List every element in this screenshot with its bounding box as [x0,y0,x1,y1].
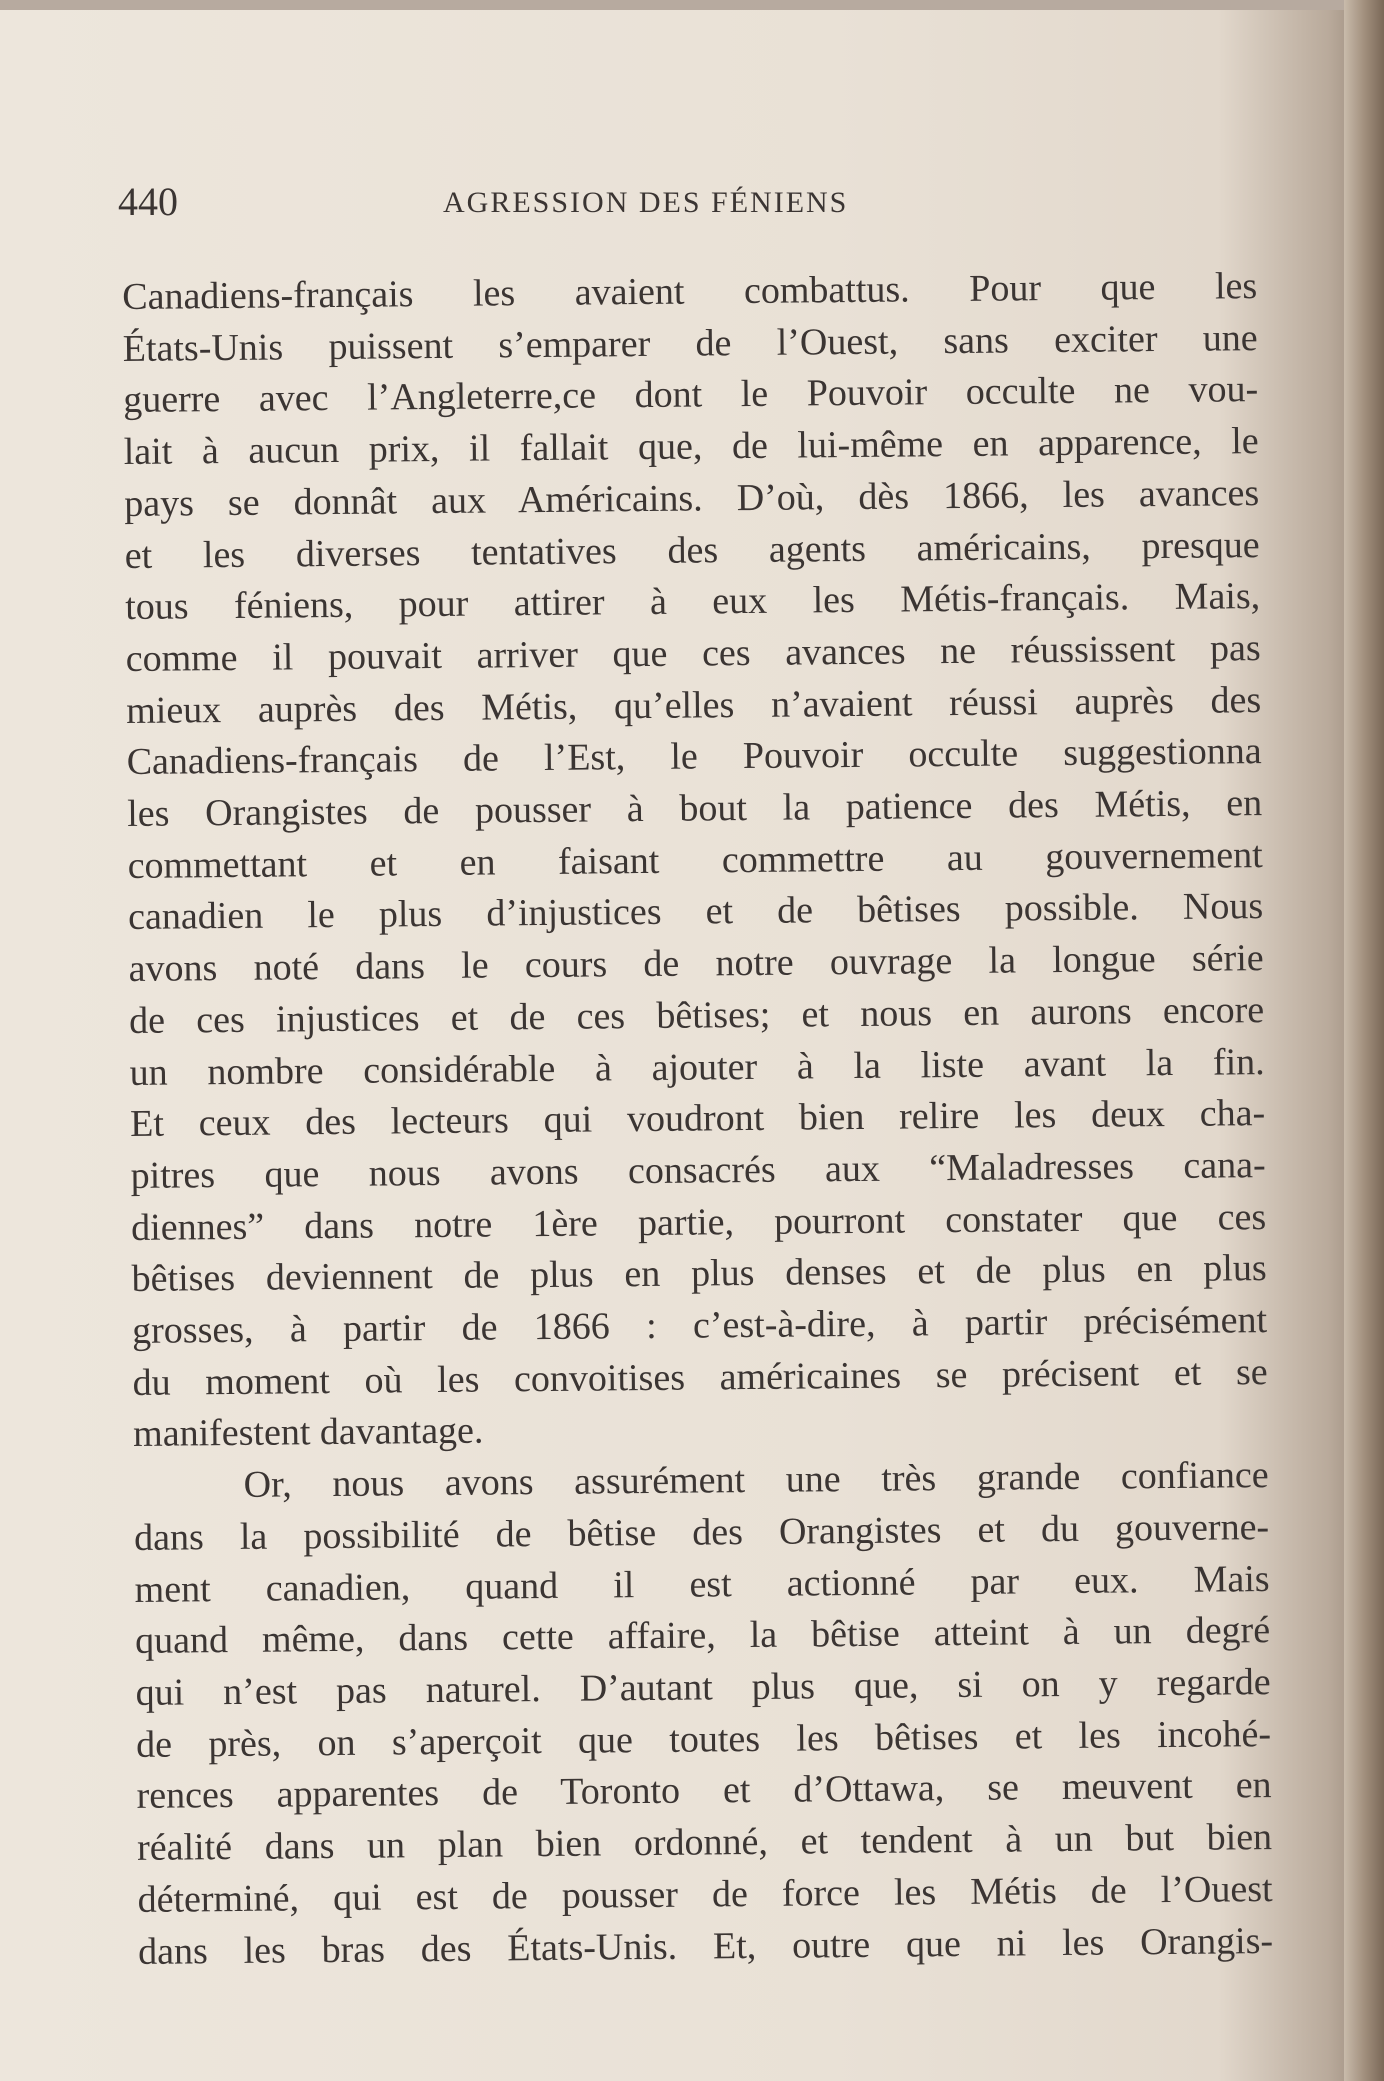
text-line: diennes” dans notre 1ère partie, pourront constater que ces [130,1195,1267,1249]
paragraph-1 [122,261,1268,1461]
text-line: États-Unis puissent s’emparer de l’Ouest, sans exciter une [122,316,1258,370]
text-line: Canadiens-français les avaient combattus. Pour que les [122,265,1258,318]
text-line: manifestent davantage. [132,1410,484,1456]
text-line: Or, nous avons assurément une très grande confiance [243,1454,1269,1507]
text-line: comme il pouvait arriver que ces avances ne réussissent pas [125,627,1261,680]
text-line: bêtises deviennent de plus en plus denses et de plus en plus [131,1247,1267,1301]
page-gutter-shadow [1344,0,1384,2081]
text-line: canadien le plus d’injustices et de bêtises possible. Nous [127,885,1264,939]
text-line: les Orangistes de pousser à bout la patience des Métis, en [127,782,1263,836]
text-line: guerre avec l’Angleterre,ce dont le Pouvoir occulte ne vou- [123,368,1259,422]
text-line: pays se donnât aux Américains. D’où, dès 1866, les avances [124,471,1260,525]
text-line: dans les bras des États-Unis. Et, outre que ni les Orangis- [137,1919,1274,1973]
text-line: tous féniens, pour attirer à eux les Métis-français. Mais, [125,575,1261,629]
text-line: un nombre considérable à ajouter à la liste avant la fin. [129,1040,1265,1094]
text-line: de ces injustices et de ces bêtises; et nous en aurons encore [128,988,1265,1042]
text-line: mieux auprès des Métis, qu’elles n’avaient réussi auprès des [126,678,1262,732]
text-line: et les diverses tentatives des agents américains, presque [124,523,1260,577]
text-line: Canadiens-français de l’Est, le Pouvoir occulte suggestionna [126,730,1262,784]
paragraph-2 [133,1450,1273,1978]
text-line: ment canadien, quand il est actionné par eux. Mais [134,1557,1270,1611]
text-line: rences apparentes de Toronto et d’Ottawa, se meuvent en [136,1764,1272,1818]
page-header [118,178,1268,228]
text-line: commettant et en faisant commettre au gouvernement [127,833,1263,887]
text-line: dans la possibilité de bêtise des Orangistes et du gouverne- [133,1505,1270,1559]
text-line: réalité dans un plan bien ordonné, et tendent à un but bien [136,1816,1273,1870]
text-line: déterminé, qui est de pousser de force les Métis de l’Ouest [137,1867,1273,1921]
text-line: avons noté dans le cours de notre ouvrage la longue série [128,937,1264,991]
body-text [122,261,1273,1978]
page-number: 440 [118,179,178,224]
text-line: grosses, à partir de 1866 : c’est-à-dire, à partir précisément [131,1299,1268,1353]
text-line: pitres que nous avons consacrés aux “Maladresses cana- [130,1144,1266,1197]
text-line: qui n’est pas naturel. D’autant plus que, si on y regarde [135,1661,1271,1714]
page-top-edge [0,0,1384,10]
text-line: Et ceux des lecteurs qui voudront bien relire les deux cha- [129,1092,1266,1146]
text-line: de près, on s’aperçoit que toutes les bêtises et les incohé- [135,1712,1272,1766]
text-line: quand même, dans cette affaire, la bêtise atteint à un degré [134,1609,1271,1663]
text-line: lait à aucun prix, il fallait que, de lui-même en apparence, le [123,420,1259,474]
text-line: du moment où les convoitises américaines se précisent et se [132,1350,1268,1404]
running-head: AGRESSION DES FÉNIENS [443,186,849,219]
